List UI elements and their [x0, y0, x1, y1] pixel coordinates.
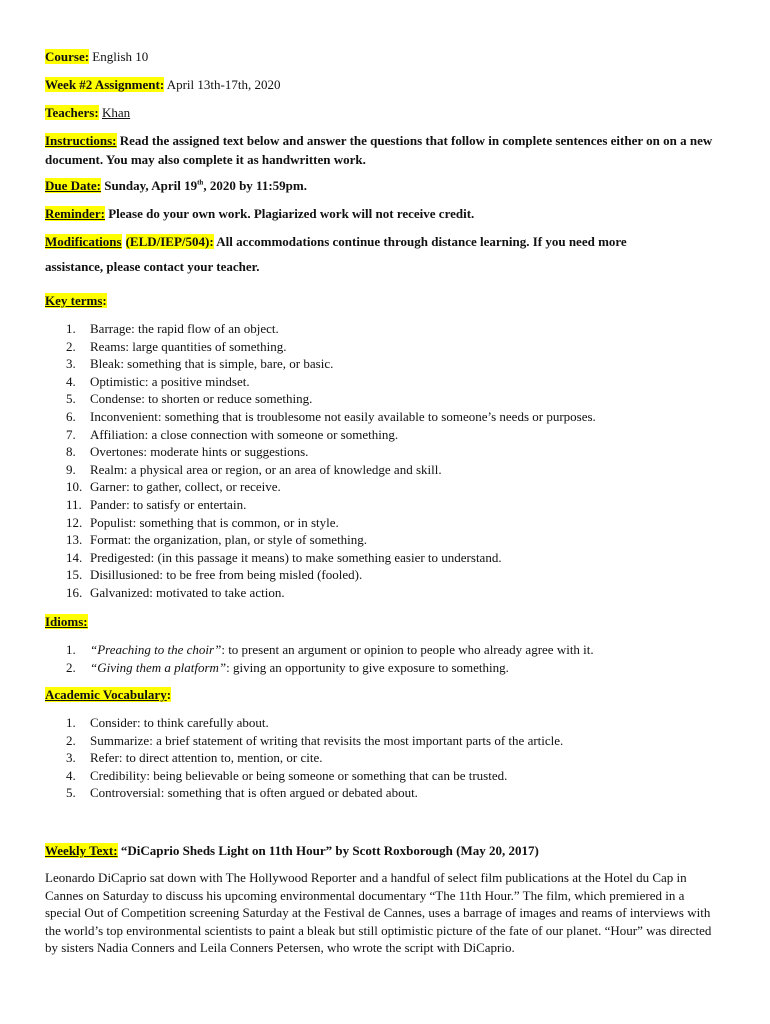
- due-date-line: [45, 177, 307, 194]
- weekly-text-title-line: [45, 842, 539, 859]
- instructions-line: [45, 131, 730, 169]
- list-number: 2.: [66, 338, 76, 354]
- modifications-label: Modifications: [45, 234, 122, 249]
- list-number: 15.: [66, 567, 83, 583]
- list-number: 7.: [66, 426, 76, 442]
- key-term-text: Bleak: something that is simple, bare, or basic.: [90, 356, 334, 372]
- vocabulary-text: Controversial: something that is often argued or debated about.: [90, 785, 418, 801]
- key-term-item: [45, 478, 596, 496]
- key-term-item: [45, 426, 596, 444]
- idiom-phrase: “Preaching to the choir”: [90, 642, 222, 657]
- key-term-text: Affiliation: a close connection with someone or something.: [90, 426, 399, 442]
- reminder-label: Reminder:: [45, 206, 105, 221]
- vocabulary-text: Consider: to think carefully about.: [90, 715, 269, 730]
- key-terms-heading: Key terms:: [45, 293, 107, 308]
- list-number: 3.: [66, 356, 76, 372]
- idioms-label: Idioms:: [45, 614, 88, 629]
- key-term-text: Condense: to shorten or reduce something.: [90, 391, 313, 407]
- vocabulary-text: Refer: to direct attention to, mention, or cite.: [90, 750, 323, 766]
- instructions-label: Instructions:: [45, 133, 117, 148]
- idiom-meaning: : giving an opportunity to give exposure to something.: [226, 659, 509, 675]
- due-date-text-post: , 2020 by 11:59pm.: [203, 178, 307, 193]
- idioms-list: [45, 641, 594, 676]
- course-line: [45, 48, 148, 65]
- academic-vocabulary-list: [45, 714, 563, 802]
- key-term-item: [45, 320, 596, 338]
- teachers-value: Khan: [101, 105, 131, 120]
- key-term-text: Inconvenient: something that is troublesome not easily available to someone’s needs or purposes.: [90, 408, 596, 424]
- vocabulary-item: [45, 732, 563, 750]
- key-term-item: [45, 355, 596, 373]
- key-term-text: Galvanized: motivated to take action.: [90, 584, 285, 600]
- key-term-text: Format: the organization, plan, or style of something.: [90, 532, 368, 548]
- key-term-text: Populist: something that is common, or in style.: [90, 514, 339, 530]
- list-number: 13.: [66, 532, 83, 548]
- due-date-text-pre: Sunday, April 19: [104, 178, 198, 193]
- vocabulary-item: [45, 749, 563, 767]
- list-number: 11.: [66, 496, 82, 512]
- key-term-item: [45, 549, 596, 567]
- key-term-text: Realm: a physical area or region, or an area of knowledge and skill.: [90, 461, 442, 477]
- key-term-item: [45, 338, 596, 356]
- vocabulary-item: [45, 784, 563, 802]
- list-number: 1.: [66, 715, 76, 730]
- week-line: [45, 76, 280, 93]
- vocabulary-text: Credibility: being believable or being someone or something that can be trusted.: [90, 767, 508, 783]
- key-term-item: [45, 531, 596, 549]
- weekly-text-label: Weekly Text:: [45, 843, 118, 858]
- key-term-text: Optimistic: a positive mindset.: [90, 373, 250, 389]
- key-term-text: Reams: large quantities of something.: [90, 338, 287, 354]
- key-term-text: Disillusioned: to be free from being misled (fooled).: [90, 567, 363, 583]
- list-number: 16.: [66, 584, 83, 600]
- modifications-line-2: [45, 258, 259, 275]
- list-number: 8.: [66, 444, 76, 460]
- course-value: English 10: [92, 49, 149, 64]
- modifications-line: [45, 233, 627, 250]
- modifications-sub: (ELD/IEP/504):: [125, 234, 214, 249]
- key-term-text: Pander: to satisfy or entertain.: [90, 496, 247, 512]
- key-terms-label: Key terms: [45, 293, 103, 308]
- reminder-line: [45, 205, 474, 222]
- list-number: 5.: [66, 391, 76, 407]
- modifications-text-2: assistance, please contact your teacher.: [45, 259, 260, 274]
- key-term-item: [45, 566, 596, 584]
- idioms-heading: [45, 613, 88, 630]
- teachers-label: Teachers:: [45, 105, 99, 120]
- academic-vocabulary-heading: Academic Vocabulary:: [45, 687, 172, 702]
- reminder-text: Please do your own work. Plagiarized work will not receive credit.: [108, 206, 475, 221]
- idiom-item: [45, 641, 594, 659]
- idiom-phrase: “Giving them a platform”: [90, 659, 227, 675]
- vocabulary-item: [45, 767, 563, 785]
- due-date-label: Due Date:: [45, 178, 101, 193]
- list-number: 12.: [66, 514, 83, 530]
- list-number: 1.: [66, 642, 76, 657]
- list-number: 1.: [66, 321, 76, 336]
- due-date-sup: th: [197, 178, 204, 187]
- list-number: 10.: [66, 479, 83, 495]
- list-number: 6.: [66, 408, 76, 424]
- weekly-text-body: Leonardo DiCaprio sat down with The Hollywood Reporter and a handful of select film publications at the Hotel du Cap in Cannes on Saturday to discuss his upcoming environmental documentary “The 11th Hour.” The film, which premiered in a special Out of Competition screening Saturday at the Festival de Cannes, uses a barrage of images and reams of interviews with the world’s top environmental scientists to paint a bleak but still optimistic picture of the fate of our planet. “Hour” was directed by sisters Nadia Conners and Leila Conners Petersen, who wrote the script with DiCaprio.: [45, 870, 712, 955]
- modifications-text-1: All accommodations continue through distance learning. If you need more: [216, 234, 627, 249]
- key-term-text: Overtones: moderate hints or suggestions.: [90, 444, 309, 460]
- list-number: 3.: [66, 750, 76, 766]
- instructions-text: Read the assigned text below and answer the questions that follow in complete sentences either on on a new document. You may also complete it as handwritten work.: [45, 133, 713, 167]
- key-term-item: [45, 373, 596, 391]
- weekly-text-title: “DiCaprio Sheds Light on 11th Hour” by Scott Roxborough (May 20, 2017): [120, 843, 539, 858]
- key-term-item: [45, 408, 596, 426]
- list-number: 2.: [66, 659, 76, 675]
- key-term-item: [45, 461, 596, 479]
- list-number: 9.: [66, 461, 76, 477]
- list-number: 4.: [66, 373, 76, 389]
- vocabulary-item: [45, 714, 563, 732]
- week-label: Week #2 Assignment:: [45, 77, 165, 92]
- key-term-item: [45, 443, 596, 461]
- key-terms-list: [45, 320, 596, 602]
- idiom-item: [45, 659, 594, 677]
- key-term-text: Barrage: the rapid flow of an object.: [90, 321, 279, 336]
- key-term-item: [45, 496, 596, 514]
- course-label: Course:: [45, 49, 90, 64]
- week-value: April 13th-17th, 2020: [166, 77, 281, 92]
- key-term-item: [45, 584, 596, 602]
- academic-vocabulary-label: Academic Vocabulary: [45, 687, 167, 702]
- list-number: 4.: [66, 767, 76, 783]
- key-term-text: Garner: to gather, collect, or receive.: [90, 479, 281, 495]
- key-term-item: [45, 514, 596, 532]
- list-number: 2.: [66, 732, 76, 748]
- list-number: 5.: [66, 785, 76, 801]
- teachers-line: [45, 104, 130, 121]
- key-term-text: Predigested: (in this passage it means) to make something easier to understand.: [90, 549, 502, 565]
- vocabulary-text: Summarize: a brief statement of writing that revisits the most important parts of the article.: [90, 732, 564, 748]
- list-number: 14.: [66, 549, 83, 565]
- idiom-meaning: : to present an argument or opinion to people who already agree with it.: [221, 642, 594, 657]
- key-term-item: [45, 390, 596, 408]
